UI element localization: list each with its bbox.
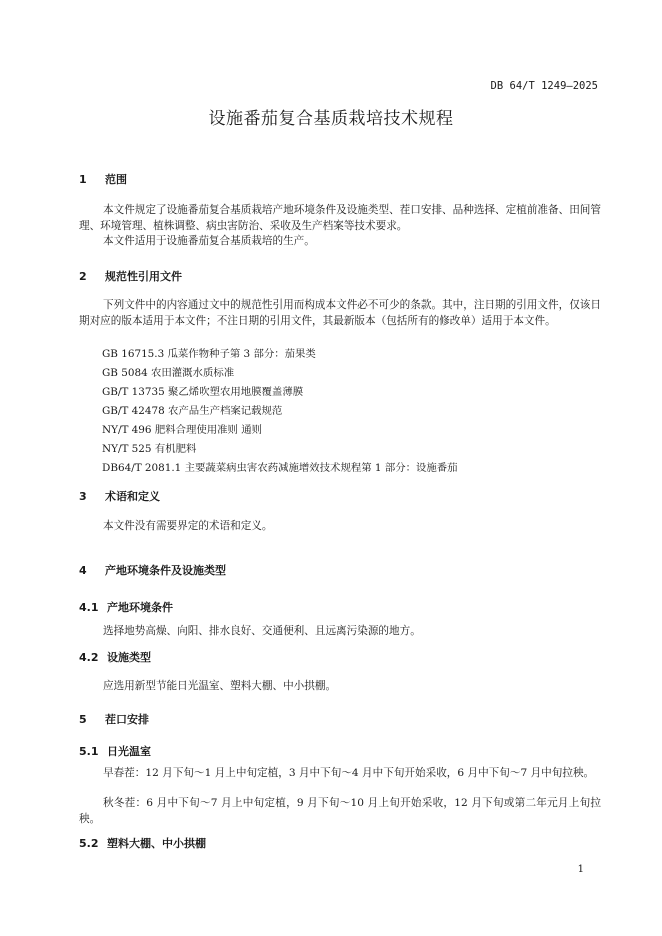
section-title: 范围 bbox=[105, 173, 127, 186]
subsection-number: 4.2 bbox=[79, 651, 99, 664]
site-conditions-paragraph: 选择地势高燥、向阳、排水良好、交通便利、且远离污染源的地方。 bbox=[103, 625, 421, 637]
document-title: 设施番茄复合基质栽培技术规程 bbox=[208, 109, 454, 129]
terms-paragraph: 本文件没有需要界定的术语和定义。 bbox=[103, 520, 273, 532]
section-title: 茬口安排 bbox=[105, 713, 149, 726]
subsection-number: 5.2 bbox=[79, 837, 99, 850]
subsection-title: 日光温室 bbox=[107, 745, 151, 758]
subsection-number: 4.1 bbox=[79, 601, 99, 614]
subsection-title: 设施类型 bbox=[107, 651, 151, 664]
facility-type-paragraph: 应选用新型节能日光温室、塑料大棚、中小拱棚。 bbox=[103, 680, 337, 692]
reference-item: GB 16715.3 瓜菜作物种子第 3 部分：茄果类 bbox=[102, 348, 316, 360]
subsection-title: 塑料大棚、中小拱棚 bbox=[107, 837, 206, 850]
early-spring-crop-paragraph: 早春茬：12 月下旬～1 月上中旬定植，3 月中下旬～4 月中下旬开始采收，6 月中下旬～7 月中旬拉秧。 bbox=[103, 767, 595, 779]
section-number: 3 bbox=[79, 490, 87, 503]
section-number: 4 bbox=[79, 564, 87, 577]
subsection-5-1-heading bbox=[79, 743, 151, 759]
section-5-heading bbox=[79, 711, 149, 727]
subsection-5-2-heading bbox=[79, 835, 206, 851]
scope-applicability: 本文件适用于设施番茄复合基质栽培的生产。 bbox=[103, 235, 315, 247]
section-number: 1 bbox=[79, 173, 87, 186]
section-2-heading bbox=[79, 268, 182, 284]
page-number: 1 bbox=[577, 864, 584, 875]
reference-item: DB64/T 2081.1 主要蔬菜病虫害农药减施增效技术规程第 1 部分：设施番茄 bbox=[102, 462, 458, 474]
scope-paragraph: 本文件规定了设施番茄复合基质栽培产地环境条件及设施类型、茬口安排、品种选择、定植前准备、田间管理、环境管理、植株调整、病虫害防治、采收及生产档案等技术要求。 bbox=[79, 204, 601, 232]
section-1-heading bbox=[79, 171, 127, 187]
subsection-4-2-heading bbox=[79, 649, 151, 665]
section-number: 2 bbox=[79, 270, 87, 283]
section-3-heading bbox=[79, 488, 160, 504]
reference-item: NY/T 496 肥料合理使用准则 通则 bbox=[102, 424, 263, 436]
reference-item: GB/T 42478 农产品生产档案记载规范 bbox=[102, 405, 283, 417]
reference-item: GB/T 13735 聚乙烯吹塑农用地膜覆盖薄膜 bbox=[102, 386, 304, 398]
section-title: 术语和定义 bbox=[105, 490, 160, 503]
section-4-heading bbox=[79, 562, 226, 578]
subsection-title: 产地环境条件 bbox=[107, 601, 173, 614]
subsection-4-1-heading bbox=[79, 599, 173, 615]
section-title: 产地环境条件及设施类型 bbox=[105, 564, 226, 577]
section-number: 5 bbox=[79, 713, 87, 726]
reference-item: GB 5084 农田灌溉水质标准 bbox=[102, 367, 235, 379]
reference-item: NY/T 525 有机肥料 bbox=[102, 443, 197, 455]
standard-code: DB 64/T 1249—2025 bbox=[490, 80, 598, 92]
autumn-winter-crop-paragraph: 秋冬茬：6 月中下旬～7 月上中旬定植，9 月下旬～10 月上旬开始采收，12 月下旬或第二年元月上旬拉秧。 bbox=[79, 797, 601, 825]
references-intro: 下列文件中的内容通过文中的规范性引用而构成本文件必不可少的条款。其中，注日期的引用文件，仅该日期对应的版本适用于本文件；不注日期的引用文件，其最新版本（包括所有的修改单）适用于本文件。 bbox=[79, 299, 601, 327]
subsection-number: 5.1 bbox=[79, 745, 99, 758]
section-title: 规范性引用文件 bbox=[105, 270, 182, 283]
